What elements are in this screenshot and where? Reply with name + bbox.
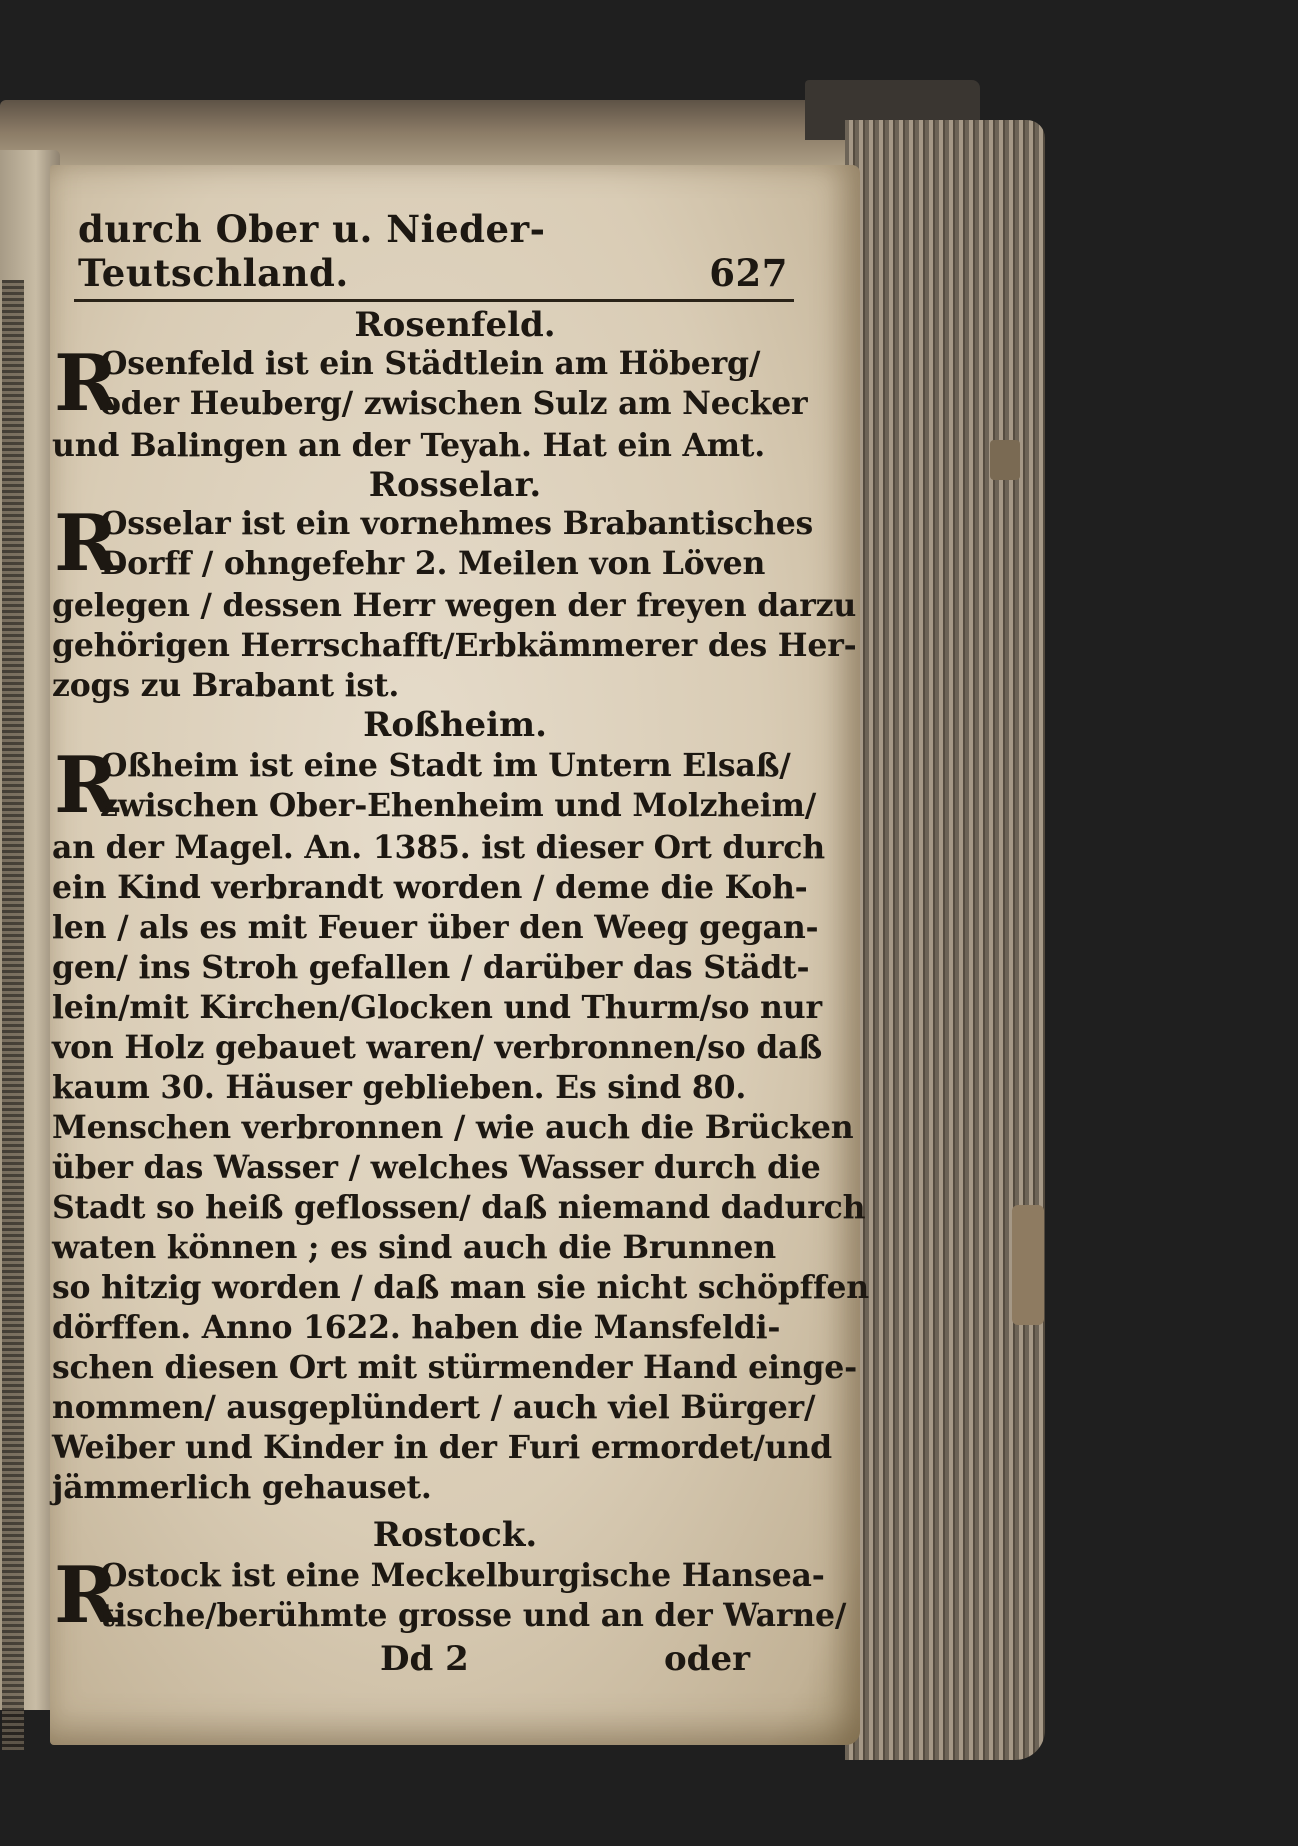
page-number: 627	[709, 251, 788, 295]
text-line: gehörigen Herrschafft/Erbkämmerer des Her-	[52, 627, 857, 664]
text-line: und Balingen an der Teyah. Hat ein Amt.	[52, 427, 765, 464]
text-line: Stadt so heiß geflossen/ daß niemand dadurch	[52, 1189, 866, 1226]
text-line: dörffen. Anno 1622. haben die Mansfeldi-	[52, 1309, 781, 1346]
book-clasp	[990, 440, 1020, 480]
text-line: schen diesen Ort mit stürmender Hand einge-	[52, 1349, 857, 1386]
page-edges	[845, 120, 1045, 1760]
header-rule	[74, 299, 794, 302]
book-page	[50, 165, 869, 1745]
text-line: gen/ ins Stroh gefallen / darüber das Städt-	[52, 949, 810, 986]
text-line: über das Wasser / welches Wasser durch die	[52, 1149, 821, 1186]
text-line: waten können ; es sind auch die Brunnen	[52, 1229, 776, 1266]
catchword: oder	[664, 1639, 750, 1679]
text-line: Ostock ist eine Meckelburgische Hansea-	[100, 1557, 825, 1594]
text-line: jämmerlich gehauset.	[52, 1469, 432, 1506]
drop-initial: R	[54, 498, 119, 589]
signature-mark: Dd 2	[380, 1639, 469, 1679]
running-head	[78, 207, 788, 295]
text-line: von Holz gebauet waren/ verbronnen/so daß	[52, 1029, 822, 1066]
page-footer	[380, 1639, 750, 1679]
book-clasp-lower	[1012, 1205, 1044, 1325]
text-line: nommen/ ausgeplündert / auch viel Bürger/	[52, 1389, 816, 1426]
drop-initial: R	[54, 1550, 119, 1641]
text-line: Dorff / ohngefehr 2. Meilen von Löven	[100, 545, 766, 582]
text-line: zwischen Ober-Ehenheim und Molzheim/	[100, 787, 817, 824]
text-line: tische/berühmte grosse und an der Warne/	[100, 1597, 847, 1634]
text-line: oder Heuberg/ zwischen Sulz am Necker	[100, 385, 808, 422]
running-title: durch Ober u. Nieder-Teutschland.	[78, 207, 546, 295]
text-line: zogs zu Brabant ist.	[52, 667, 400, 704]
text-line: Weiber und Kinder in der Furi ermordet/und	[52, 1429, 832, 1466]
text-line: Menschen verbronnen / wie auch die Brücken	[52, 1109, 854, 1146]
entry-heading: Roßheim.	[363, 705, 547, 745]
drop-initial: R	[54, 740, 119, 831]
drop-initial: R	[54, 338, 119, 429]
entry-heading: Rostock.	[372, 1515, 538, 1555]
text-line: Oßheim ist eine Stadt im Untern Elsaß/	[100, 747, 791, 784]
text-line: len / als es mit Feuer über den Weeg gegan-	[52, 909, 819, 946]
text-line: so hitzig worden / daß man sie nicht schöpffen	[52, 1269, 869, 1306]
text-line: an der Magel. An. 1385. ist dieser Ort durch	[52, 829, 825, 866]
text-line: lein/mit Kirchen/Glocken und Thurm/so nur	[52, 989, 822, 1026]
text-line: ein Kind verbrandt worden / deme die Koh-	[52, 869, 808, 906]
entry-heading: Rosenfeld.	[354, 305, 556, 345]
text-line: Osselar ist ein vornehmes Brabantisches	[100, 505, 814, 542]
entry-heading: Rosselar.	[368, 465, 542, 505]
text-line: gelegen / dessen Herr wegen der freyen darzu	[52, 587, 857, 624]
facing-page-woodcut	[2, 280, 24, 1750]
text-line: Osenfeld ist ein Städtlein am Höberg/	[100, 345, 761, 382]
text-line: kaum 30. Häuser geblieben. Es sind 80.	[52, 1069, 747, 1106]
